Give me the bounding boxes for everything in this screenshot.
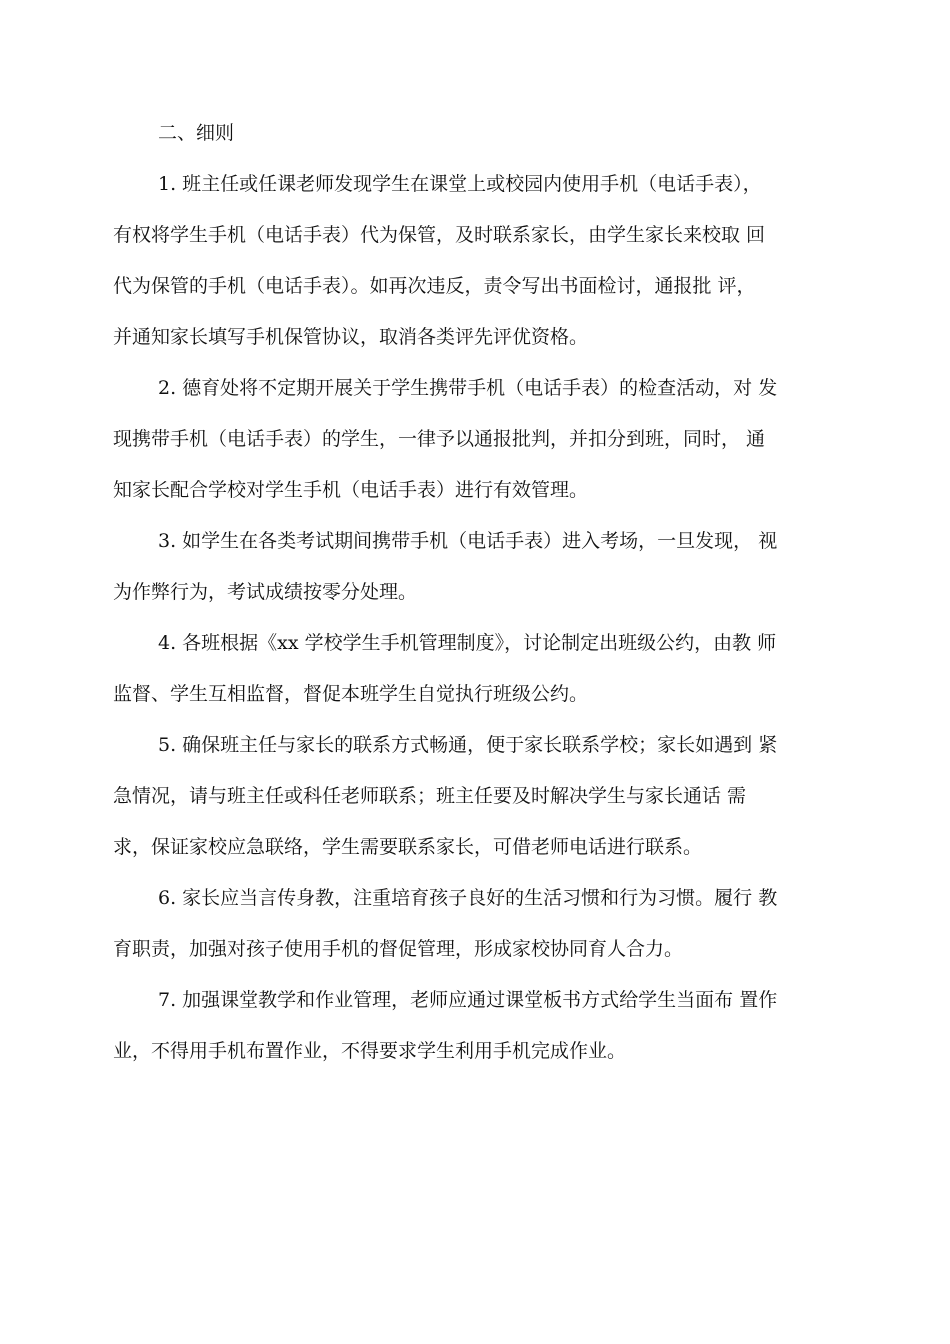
paragraph-line: 3. 如学生在各类考试期间携带手机（电话手表）进入考场，一旦发现， 视: [158, 530, 778, 552]
paragraph-line: 2. 德育处将不定期开展关于学生携带手机（电话手表）的检查活动，对 发: [158, 377, 778, 399]
paragraph-item-2: [113, 363, 858, 516]
paragraph-line: 育职责，加强对孩子使用手机的督促管理，形成家校协同育人合力。: [113, 938, 684, 960]
paragraph-item-5: [113, 720, 858, 873]
paragraph-line: 5. 确保班主任与家长的联系方式畅通，便于家长联系学校；家长如遇到 紧: [158, 734, 778, 756]
paragraph-line: 业，不得用手机布置作业，不得要求学生利用手机完成作业。: [113, 1040, 627, 1062]
paragraph-line: 6. 家长应当言传身教，注重培育孩子良好的生活习惯和行为习惯。履行 教: [158, 887, 778, 909]
paragraph-line: 监督、学生互相监督，督促本班学生自觉执行班级公约。: [113, 683, 589, 705]
paragraph-item-1: [113, 159, 858, 363]
paragraph-line: 7. 加强课堂教学和作业管理，老师应通过课堂板书方式给学生当面布 置作: [158, 989, 778, 1011]
paragraph-item-3: [113, 516, 858, 618]
paragraph-line: 4. 各班根据《xx 学校学生手机管理制度》，讨论制定出班级公约，由教 师: [158, 632, 777, 654]
paragraph-item-7: [113, 975, 858, 1077]
paragraph-line: 代为保管的手机（电话手表）。如再次违反，责令写出书面检讨，通报批 评，: [113, 275, 756, 297]
paragraph-line: 有权将学生手机（电话手表）代为保管，及时联系家长，由学生家长来校取 回: [113, 224, 766, 246]
paragraph-line: 并通知家长填写手机保管协议，取消各类评先评优资格。: [113, 326, 589, 348]
section-heading: 二、细则: [158, 122, 235, 144]
paragraph-line: 现携带手机（电话手表）的学生，一律予以通报批判，并扣分到班，同时， 通: [113, 428, 766, 450]
document-body: [113, 108, 858, 1077]
paragraph-item-6: [113, 873, 858, 975]
paragraph-item-4: [113, 618, 858, 720]
paragraph-line: 1. 班主任或任课老师发现学生在课堂上或校园内使用手机（电话手表），: [158, 173, 762, 195]
paragraph-line: 急情况，请与班主任或科任老师联系；班主任要及时解决学生与家长通话 需: [113, 785, 747, 807]
paragraph-line: 知家长配合学校对学生手机（电话手表）进行有效管理。: [113, 479, 589, 501]
paragraph-line: 求，保证家校应急联络，学生需要联系家长，可借老师电话进行联系。: [113, 836, 703, 858]
paragraph-line: 为作弊行为，考试成绩按零分处理。: [113, 581, 418, 603]
